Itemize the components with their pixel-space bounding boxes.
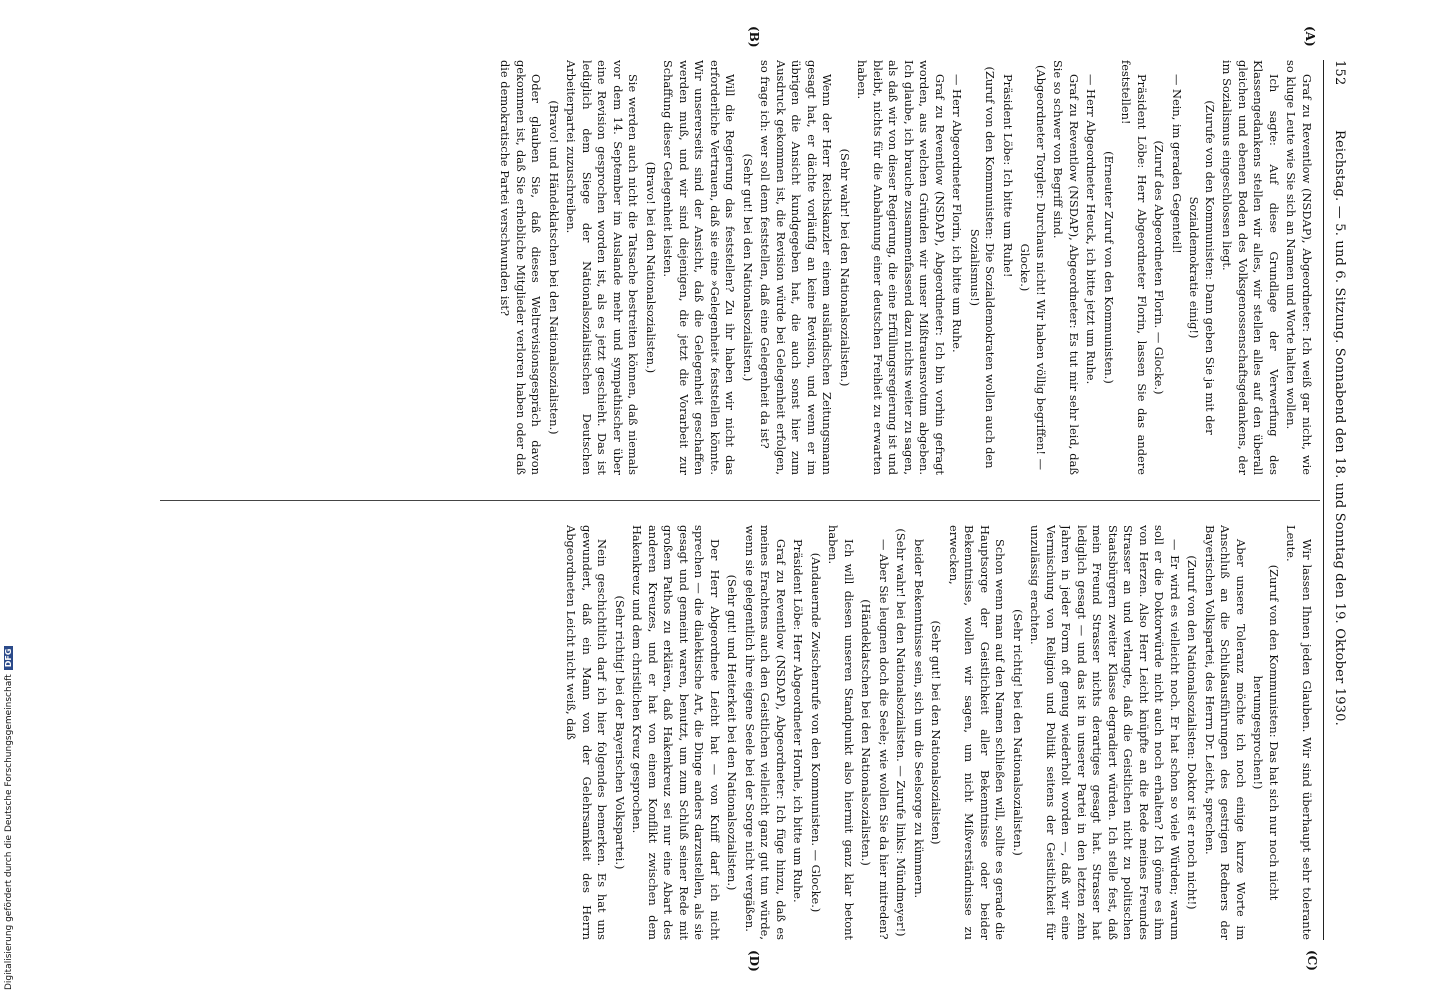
margin-marker-c: (C) — [1305, 950, 1319, 971]
paragraph: Graf zu Reventlow (NSDAP), Abgeordneter: Ich füge hinzu, daß es meines Erachtens auch den Geistlichen vielleicht ganz gut tun würde, wenn sie gelegentlich ihre eigene Seele bei der Sorge nicht vergäßen. — [743, 525, 788, 940]
paragraph: Sie werden auch nicht die Tatsache bestreiten können, daß niemals vor dem 14. September im Auslande mehr und sympathischer über eine Revision gesprochen worden ist, als es jetzt geschieht. Das ist lediglich dem Siege der Nationalsozialistischen Deutschen Arbeiterpartei zuzuschreiben. — [564, 60, 641, 475]
paragraph: Nein geschichtlich darf ich hier folgendes bemerken. Es hat uns gewundert, daß ein Mann von der Gelehrsamkeit des Herrn Abgeordneten Leicht nicht weiß, daß — [564, 525, 610, 940]
paragraph: (Erneuter Zuruf von den Kommunisten.) — [1102, 151, 1116, 384]
paragraph: (Bravo! und Händeklatschen bei den Nationalsozialisten.) — [547, 100, 561, 435]
paragraph: — Herr Abgeordneter Florin, ich bitte um Ruhe. — [950, 74, 965, 353]
paragraph: (Bravo! bei den Nationalsozialisten.) — [644, 161, 658, 374]
right-column — [134, 525, 1314, 940]
paragraph: Der Herr Abgeordnete Leicht hat — von Kniff darf ich nicht sprechen — die dialektische Art, die Dinge anders darzustellen, als sie gesagt und gemeint waren, benutzt, um zum Schluß seiner Rede mit großem Pathos zu erklären, daß Hakenkreuz sei nur eine Abart des anderen Kreuzes, und er hat von einem Konflikt zwischen dem Hakenkreuz und dem christlichen Kreuz gesprochen. — [630, 525, 722, 940]
paragraph: Graf zu Reventlow (NSDAP), Abgeordneter: Ich bin vorhin gefragt worden, aus welchen Gründen wir unser Mißtrauensvotum abgeben. Ich glaube, ich brauche zusammenfassend dazu nichts weiter zu sagen, als daß wir von dieser Regierung, die eine Erfüllungsregierung ist und bleibt, nichts für die Anbahnung einer deutschen Freiheit zu erwarten haben. — [855, 60, 947, 475]
paragraph: beider Bekenntnisse sein, sich um die Seelsorge zu kümmern. — [912, 539, 926, 899]
paragraph: (Sehr richtig! bei den Nationalsozialisten.) — [1011, 609, 1025, 856]
footer-text: Digitalisierung gefördert durch die Deutsche Forschungsgemeinschaft — [4, 674, 14, 990]
paragraph: Wir lassen Ihnen jeden Glauben. Wir sind überhaupt sehr tolerante Leute. — [1284, 525, 1314, 940]
dfg-logo: DFG — [4, 646, 13, 671]
paragraph: (Andauernde Zwischenrufe von den Kommunisten. — Glocke.) — [809, 552, 823, 913]
left-column — [134, 60, 1314, 475]
paragraph: — Aber Sie leugnen doch die Seele; wie wollen Sie da hier mitreden? — [877, 539, 891, 940]
running-header — [1323, 60, 1350, 940]
digitization-credit — [4, 0, 14, 990]
paragraph: — Nein, im geraden Gegenteil! — [1170, 74, 1184, 254]
paragraph: (Zuruf von den Kommunisten: Die Sozialdemokraten wollen auch den Sozialismus!) — [968, 66, 998, 469]
paragraph: — Herr Abgeordneter Heuck, ich bitte jetzt um Ruhe. — [1084, 74, 1099, 385]
paragraph: (Zuruf von den Kommunisten: Das hat sich nur noch nicht herumgesprochen!) — [1251, 564, 1281, 901]
paragraph: (Abgeordneter Torgler: Durchaus nicht! Wir haben völlig begriffen! — Glocke.) — [1018, 65, 1048, 470]
paragraph: Schon wenn man auf den Namen schließen will, sollte es gerade die Hauptsorge der Geistlichkeit aller Bekenntnisse oder beider Bekenntnisse, wollen wir sagen, um nicht Mißverständnisse zu erwecken, — [947, 525, 1008, 940]
header-title: Reichstag. — 5. und 6. Sitzung. Sonnabend den 18. und Sonntag den 19. Oktober 1930. — [1332, 130, 1347, 726]
paragraph: (Zurufe von den Kommunisten: Dann geben Sie ja mit der Sozialdemokratie einig!) — [1187, 100, 1217, 435]
paragraph: Präsident Löbe: Herr Abgeordneter Florin, lassen Sie das andere feststellen! — [1119, 60, 1149, 475]
margin-marker-b: (B) — [747, 26, 761, 48]
paragraph: Will die Regierung das feststellen? Zu ihr haben wir nicht das erforderliche Vertrauen, daß sie eine »Gelegenheit« feststellen könnte. Wir unsererseits sind der Ansicht, daß die Gelegenheit geschaffen werden muß, und wir sind diejenigen, die jetzt die Vorarbeit zur Schaffung dieser Gelegenheit leisten. — [661, 60, 738, 475]
paragraph: Ich sagte: Auf diese Grundlage der Verwerfung des Klassengedankens stellen wir alles, wir stellen alles auf den überall gleichen und ebenen Boden des Volksgenossenschaftsgedankens, der im Sozialismus eingeschlossen liegt. — [1220, 60, 1281, 475]
paragraph: Graf zu Reventlow (NSDAP), Abgeordneter: Es tut mir sehr leid, daß Sie so schwer von Begriff sind. — [1051, 60, 1081, 475]
paragraph: Präsident Löbe: Ich bitte um Ruhe! — [1001, 74, 1015, 278]
paragraph: (Sehr richtig! bei der Bayerischen Volkspartei.) — [613, 595, 627, 870]
paragraph: Wenn der Herr Reichskanzler einem ausländischen Zeitungsmann gesagt hat, er dächte vorläufig an keine Revision, und wenn er im übrigen die Ansicht kundgegeben hat, die auch sonst hier zum Ausdruck gekommen ist, die Revision würde bei Gelegenheit erfolgen, so frage ich: wer soll denn feststellen, daß eine Gelegenheit da ist? — [758, 60, 835, 475]
paragraph: (Sehr wahr! bei den Nationalsozialisten.) — [838, 148, 852, 387]
column-divider — [160, 500, 1320, 501]
paragraph: (Sehr gut! bei den Nationalsozialisten.) — [741, 153, 755, 382]
paragraph: (Zuruf von den Nationalsozialisten: Doktor ist er noch nicht!) — [1185, 555, 1200, 910]
paragraph: Graf zu Reventlow (NSDAP), Abgeordneter: Ich weiß gar nicht, wie so kluge Leute wie Sie sich an Namen und Worte halten wollen. — [1284, 60, 1314, 475]
margin-marker-d: (D) — [747, 950, 761, 972]
paragraph: (Sehr gut! bei den Nationalsozialisten) — [929, 620, 944, 845]
paragraph: Ich will diesen unseren Standpunkt also hiermit ganz klar betont haben. — [826, 525, 856, 940]
paragraph: Oder glauben Sie, daß dieses Weltrevisionsgespräch davon gekommen ist, daß Sie erhebliche Mitglieder verloren haben oder daß die demokratische Partei verschwunden ist? — [498, 60, 544, 475]
paragraph: Aber unsere Toleranz möchte ich noch einige kurze Worte im Anschluß an die Schlußausführungen des gestrigen Redners der Bayerischen Volkspartei, des Herrn Dr. Leicht, sprechen. — [1203, 525, 1248, 940]
paragraph: (Händeklatschen bei den Nationalsozialisten.) — [859, 599, 874, 866]
page-number: 152 — [1332, 60, 1347, 86]
paragraph: (Zuruf des Abgeordneten Florin. — Glocke.) — [1152, 140, 1167, 395]
paragraph: (Sehr gut! und Heiterkeit bei den Nationalsozialisten.) — [725, 574, 740, 891]
rotated-page-content — [120, 26, 1350, 972]
margin-marker-a: (A) — [1303, 26, 1317, 47]
paragraph: Präsident Löbe: Herr Abgeordneter Hornle, ich bitte um Ruhe. — [791, 539, 806, 903]
paragraph: (Sehr wahr! bei den Nationalsozialisten. — Zurufe links: Mündmeyer!) — [894, 528, 909, 937]
paragraph: — Er wird es vielleicht noch. Er hat schon so viele Würden; warum soll er die Doktorwürde nicht auch noch erhalten? Ich gönne es ihm von Herzen. Also Herr Leicht knüpfte an die Rede meines Freundes Strasser an und verlangte, daß die Geistlichen nicht zu politischen Staatsbürgern zweiter Klasse degradiert würden. Ich stelle fest, daß mein Freund Strasser nichts derartiges gesagt hat. Strasser hat lediglich gesagt — und das ist in unserer Partei in den letzten zehn Jahren in jeder Form oft genug wiederholt worden —, daß wir eine Vermischung von Religion und Politik seitens der Geistlichkeit für unzulässig erachten. — [1028, 525, 1182, 940]
